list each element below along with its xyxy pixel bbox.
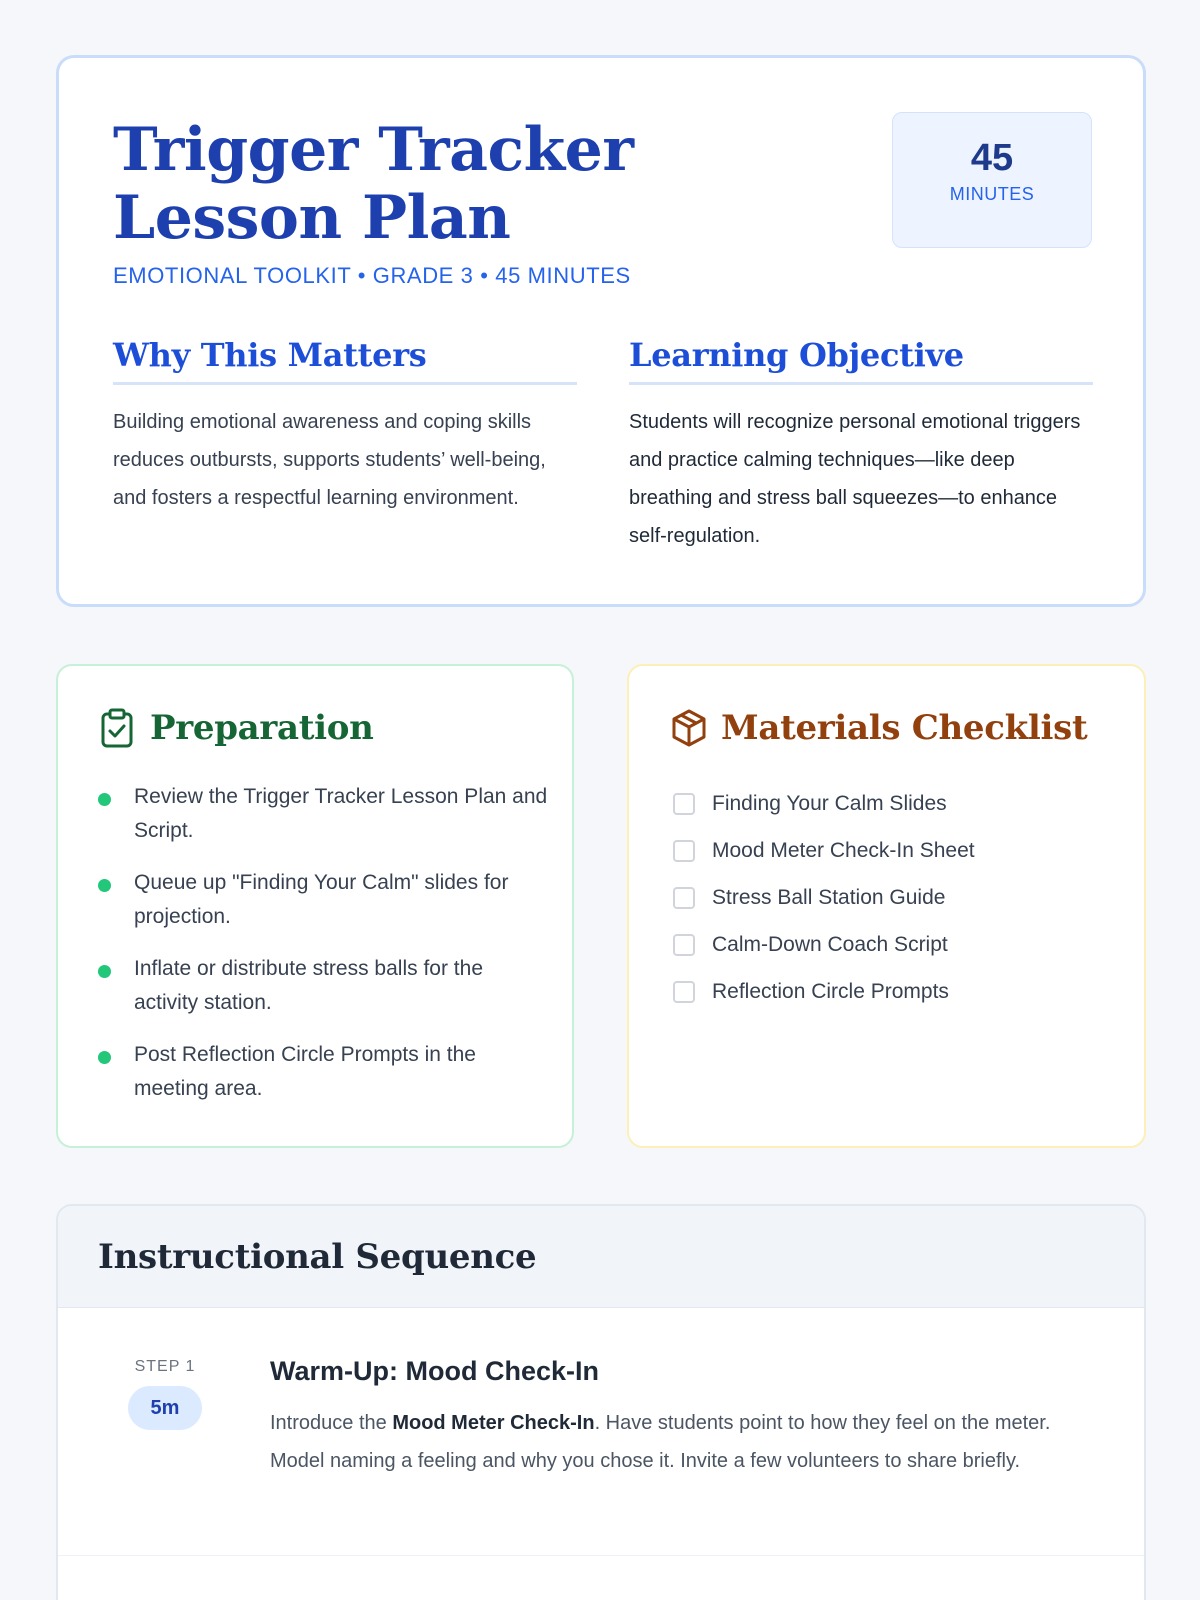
preparation-item-text: Review the Trigger Tracker Lesson Plan and Script. xyxy=(134,785,548,842)
page-title: Trigger Tracker Lesson Plan xyxy=(113,115,634,253)
list-item xyxy=(673,780,975,827)
list-item xyxy=(673,921,975,968)
preparation-list xyxy=(98,780,548,1124)
why-heading: Why This Matters xyxy=(113,336,577,385)
material-item-label: Finding Your Calm Slides xyxy=(712,791,947,815)
material-checkbox[interactable] xyxy=(673,981,695,1003)
bullet-dot-icon xyxy=(98,879,111,892)
box-icon xyxy=(671,708,705,748)
material-checkbox[interactable] xyxy=(673,793,695,815)
preparation-heading-row xyxy=(100,708,374,748)
list-item xyxy=(673,827,975,874)
material-item-label: Mood Meter Check-In Sheet xyxy=(712,838,975,862)
material-item-label: Calm-Down Coach Script xyxy=(712,932,948,956)
step-desc-intro: Introduce the xyxy=(270,1412,393,1434)
sequence-header xyxy=(58,1206,1144,1308)
materials-list xyxy=(673,780,975,1015)
list-item xyxy=(98,866,548,934)
step-desc-emphasis: Mood Meter Check-In xyxy=(392,1412,595,1434)
clipboard-check-icon xyxy=(100,708,134,748)
list-item xyxy=(673,874,975,921)
duration-value: 45 xyxy=(970,137,1014,179)
preparation-heading: Preparation xyxy=(150,708,374,748)
step-desc-rest: . Have students point to how they feel on the meter. Model naming a feeling and why you chose it. Invite a few volunteers to share briefly. xyxy=(270,1412,1051,1472)
materials-checklist-card xyxy=(627,664,1146,1148)
objective-body: Students will recognize personal emotional triggers and practice calming techniques—like deep breathing and stress ball squeezes—to enhance self-regulation. xyxy=(629,411,1081,547)
learning-objective-section xyxy=(629,336,1093,555)
bullet-dot-icon xyxy=(98,793,111,806)
material-checkbox[interactable] xyxy=(673,840,695,862)
why-body: Building emotional awareness and coping skills reduces outbursts, supports students’ well-being, and fosters a respectful learning environment. xyxy=(113,411,546,509)
list-item xyxy=(98,1038,548,1106)
material-checkbox[interactable] xyxy=(673,934,695,956)
materials-heading: Materials Checklist xyxy=(721,708,1088,748)
lesson-meta-subtitle: EMOTIONAL TOOLKIT • GRADE 3 • 45 MINUTES xyxy=(113,263,631,288)
material-item-label: Reflection Circle Prompts xyxy=(712,979,949,1003)
list-item xyxy=(673,968,975,1015)
preparation-item-text: Post Reflection Circle Prompts in the meeting area. xyxy=(134,1043,476,1100)
list-item xyxy=(98,952,548,1020)
objective-heading: Learning Objective xyxy=(629,336,1093,385)
lesson-header-card xyxy=(56,55,1146,607)
duration-unit: MINUTES xyxy=(949,184,1035,204)
list-item xyxy=(98,780,548,848)
preparation-card xyxy=(56,664,574,1148)
step-label: STEP 1 xyxy=(134,1358,196,1375)
step-title: Warm-Up: Mood Check-In xyxy=(270,1356,599,1386)
material-checkbox[interactable] xyxy=(673,887,695,909)
material-item-label: Stress Ball Station Guide xyxy=(712,885,946,909)
preparation-item-text: Inflate or distribute stress balls for the activity station. xyxy=(134,957,483,1014)
step-time-badge: 5m xyxy=(128,1386,202,1430)
duration-badge xyxy=(892,112,1092,248)
sequence-step xyxy=(58,1308,1144,1556)
step-description xyxy=(270,1404,1110,1480)
materials-heading-row xyxy=(671,708,1087,748)
why-this-matters-section xyxy=(113,336,577,517)
instructional-sequence-card xyxy=(56,1204,1146,1600)
preparation-item-text: Queue up "Finding Your Calm" slides for projection. xyxy=(134,871,509,928)
sequence-heading: Instructional Sequence xyxy=(98,1236,537,1277)
bullet-dot-icon xyxy=(98,1051,111,1064)
bullet-dot-icon xyxy=(98,965,111,978)
